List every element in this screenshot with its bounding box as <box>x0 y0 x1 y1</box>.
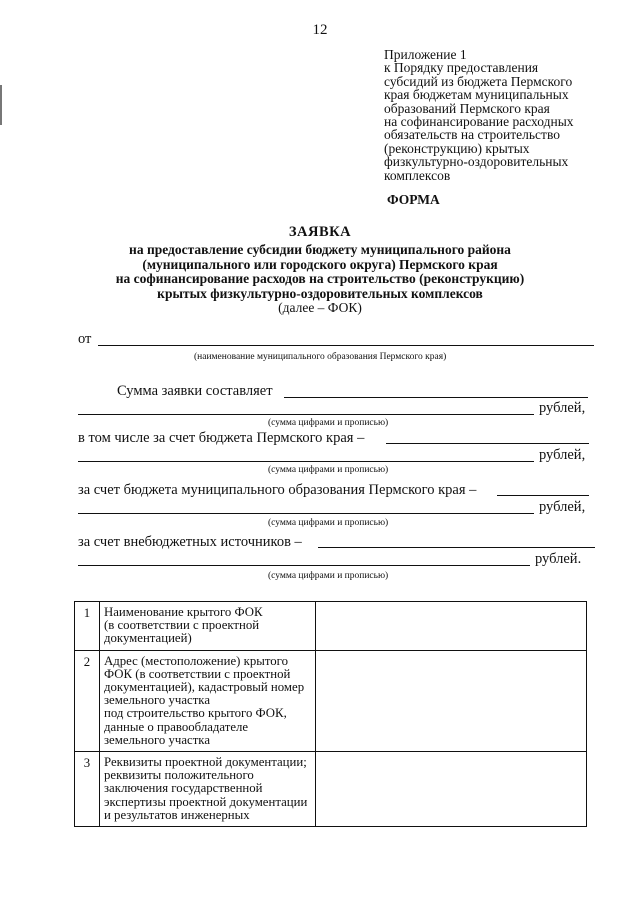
extrabudget-caption: (сумма цифрами и прописью) <box>268 571 389 581</box>
subtitle-line: (муниципального или городского округа) Пермского края <box>142 256 498 272</box>
appendix-line: к Порядку предоставления <box>384 60 539 76</box>
region-budget-caption: (сумма цифрами и прописью) <box>268 465 389 475</box>
appendix-line: Приложение 1 <box>384 47 467 62</box>
row-description <box>100 650 316 751</box>
description-line: земельного участка <box>104 693 210 708</box>
fok-info-table <box>74 601 587 827</box>
region-budget-field-continued[interactable] <box>78 461 534 462</box>
description-line: заключения государственной <box>104 781 263 796</box>
appendix-line: края бюджетам муниципальных <box>384 87 569 103</box>
row-value-cell[interactable] <box>316 752 587 827</box>
description-line: (в соответствии с проектной <box>104 618 260 633</box>
region-budget-field[interactable] <box>386 443 589 444</box>
subtitle-line: на софинансирование расходов на строительство (реконструкцию) <box>115 271 525 287</box>
appendix-line: комплексов <box>384 167 451 183</box>
appendix-line: физкультурно-оздоровительных <box>384 154 569 170</box>
extrabudget-field[interactable] <box>318 547 595 548</box>
municipal-budget-caption: (сумма цифрами и прописью) <box>268 518 389 528</box>
municipal-budget-field-continued[interactable] <box>78 513 534 514</box>
description-line: документацией) <box>104 631 192 646</box>
description-line: ФОК (в соответствии с проектной <box>104 666 291 681</box>
document-subtitle <box>0 243 640 316</box>
description-line: под строительство крытого ФОК, <box>104 706 287 721</box>
appendix-block <box>384 48 614 182</box>
table-row <box>75 602 587 651</box>
row-number: 2 <box>75 650 100 751</box>
subtitle-line: на предоставление субсидии бюджету муниципального района <box>129 242 511 257</box>
municipal-budget-label: за счет бюджета муниципального образования Пермского края – <box>78 482 477 498</box>
sum-caption: (сумма цифрами и прописью) <box>268 418 389 428</box>
form-label: ФОРМА <box>387 192 440 207</box>
sum-field[interactable] <box>284 397 588 398</box>
appendix-line: образований Пермского края <box>384 100 550 116</box>
table-row <box>75 650 587 751</box>
subtitle-abbr: (далее – ФОК) <box>278 300 362 316</box>
extrabudget-currency: рублей. <box>535 551 582 567</box>
row-description <box>100 602 316 651</box>
extrabudget-label: за счет внебюджетных источников – <box>78 534 302 550</box>
row-description <box>100 752 316 827</box>
from-label: от <box>78 331 92 347</box>
appendix-line: (реконструкцию) крытых <box>384 140 530 156</box>
description-line: Наименование крытого ФОК <box>104 605 263 619</box>
row-number: 1 <box>75 602 100 651</box>
sum-currency: рублей, <box>539 400 586 416</box>
description-line: земельного участка <box>104 732 210 747</box>
region-budget-currency: рублей, <box>539 447 586 463</box>
sum-field-continued[interactable] <box>78 414 534 415</box>
description-line: Реквизиты проектной документации; <box>104 755 307 770</box>
region-budget-label: в том числе за счет бюджета Пермского края – <box>78 430 365 446</box>
appendix-line: на софинансирование расходных <box>384 114 574 130</box>
municipal-budget-currency: рублей, <box>539 499 586 515</box>
sum-label: Сумма заявки составляет <box>117 383 273 399</box>
from-caption: (наименование муниципального образования Пермского края) <box>194 352 447 362</box>
description-line: документацией), кадастровый номер <box>104 680 305 695</box>
table-row <box>75 752 587 827</box>
appendix-line: обязательств на строительство <box>384 127 560 143</box>
description-line: Адрес (местоположение) крытого <box>104 653 288 668</box>
scan-edge-mark <box>0 85 2 125</box>
row-number: 3 <box>75 752 100 827</box>
description-line: и результатов инженерных <box>104 807 250 822</box>
description-line: экспертизы проектной документации <box>104 794 308 809</box>
extrabudget-field-continued[interactable] <box>78 565 530 566</box>
description-line: реквизиты положительного <box>104 768 254 783</box>
description-line: данные о правообладателе <box>104 719 249 734</box>
from-field[interactable] <box>98 345 594 346</box>
page-number: 12 <box>312 22 328 38</box>
row-value-cell[interactable] <box>316 650 587 751</box>
row-value-cell[interactable] <box>316 602 587 651</box>
municipal-budget-field[interactable] <box>497 495 589 496</box>
document-title: ЗАЯВКА <box>288 224 352 240</box>
subtitle-line: крытых физкультурно-оздоровительных комплексов <box>157 285 483 301</box>
appendix-line: субсидий из бюджета Пермского <box>384 73 573 89</box>
